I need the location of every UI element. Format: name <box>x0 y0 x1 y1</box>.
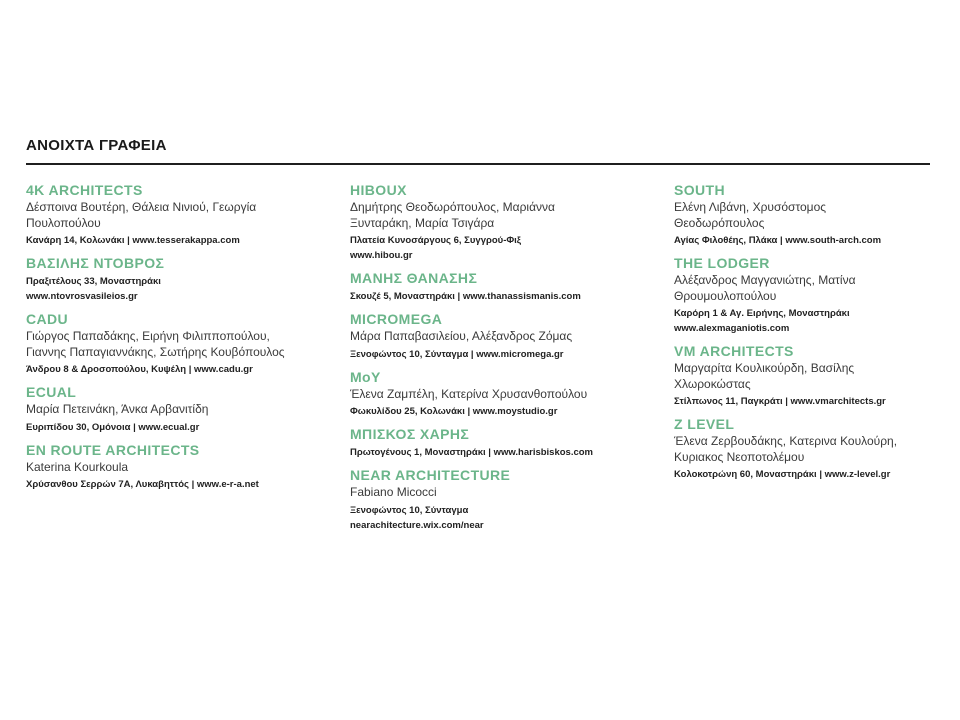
office-entry <box>350 467 650 533</box>
office-address: Αγίας Φιλοθέης, Πλάκα | www.south-arch.com <box>674 235 882 246</box>
office-people: Δέσποινα Βουτέρη, Θάλεια Νινιού, Γεωργία <box>26 200 257 214</box>
office-name: MoY <box>350 368 381 385</box>
office-address: Πραξιτέλους 33, Μοναστηράκι <box>26 276 161 287</box>
office-name: HIBOUX <box>350 182 407 198</box>
office-people: Χλωροκώστας <box>674 376 751 391</box>
office-address: Καρόρη 1 & Αγ. Ειρήνης, Μοναστηράκι <box>674 308 850 319</box>
office-entry <box>674 255 960 336</box>
office-people: Γιαννης Παπαγιαννάκης, Σωτήρης Κουβόπουλος <box>26 344 285 359</box>
office-people: Γιώργος Παπαδάκης, Ειρήνη Φιλιπποπούλου, <box>26 329 270 343</box>
office-address: Χρύσανθου Σερρών 7Α, Λυκαβηττός | www.e-r-a.net <box>26 479 259 490</box>
office-name: ΜΑΝΗΣ ΘΑΝΑΣΗΣ <box>350 270 478 286</box>
column-1 <box>26 182 326 499</box>
office-address: www.ntovrosvasileios.gr <box>26 291 138 302</box>
office-name: ΒΑΣΙΛΗΣ ΝΤΟΒΡΟΣ <box>26 255 165 271</box>
office-people: Μαρία Πετεινάκη, Άνκα Αρβανιτίδη <box>26 402 209 416</box>
office-entry <box>26 182 326 248</box>
office-people: Έλενα Ζερβουδάκης, Κατερινα Κουλούρη, <box>674 434 898 448</box>
office-entry <box>26 311 326 377</box>
page-title: ΑΝΟΙΧΤΑ ΓΡΑΦΕΙΑ <box>26 137 167 154</box>
office-name: SOUTH <box>674 182 725 198</box>
office-name: ECUAL <box>26 384 77 400</box>
office-name: MICROMEGA <box>350 311 443 327</box>
office-people: Fabiano Micocci <box>350 485 437 499</box>
office-entry <box>350 426 650 460</box>
office-entry <box>674 343 960 409</box>
office-address: Ευριπίδου 30, Ομόνοια | www.ecual.gr <box>26 421 200 433</box>
office-people: Μαργαρίτα Κουλικούρδη, Βασίλης <box>674 361 855 375</box>
office-name: NEAR ARCHITECTURE <box>350 467 511 483</box>
office-address: Σκουζέ 5, Μοναστηράκι | www.thanassismanis.com <box>350 291 581 302</box>
office-people: Θεοδωρόπουλος <box>674 215 765 230</box>
office-address: www.hibou.gr <box>350 250 413 261</box>
office-people: Ελένη Λιβάνη, Χρυσόστομος <box>674 200 827 214</box>
office-address: Κανάρη 14, Κολωνάκι | www.tesserakappa.com <box>26 235 240 246</box>
office-address: Φωκυλίδου 25, Κολωνάκι | www.moystudio.gr <box>350 406 558 417</box>
office-entry <box>350 182 650 263</box>
office-address: Πρωτογένους 1, Μοναστηράκι | www.harisbiskos.com <box>350 447 594 458</box>
office-name: 4K ARCHITECTS <box>26 182 143 198</box>
office-address: Ξενοφώντος 10, Σύνταγμα <box>350 504 469 516</box>
office-people: Ξυνταράκη, Μαρία Τσιγάρα <box>350 215 495 230</box>
office-entry <box>350 369 650 420</box>
heading-divider <box>26 163 930 165</box>
office-name: THE LODGER <box>674 255 770 271</box>
office-people: Δημήτρης Θεοδωρόπουλος, Μαριάννα <box>350 200 555 214</box>
office-entry <box>26 255 326 304</box>
office-address: Στίλπωνος 11, Παγκράτι | www.vmarchitects.gr <box>674 396 886 407</box>
office-name: EN ROUTE ARCHITECTS <box>26 441 200 458</box>
office-people: Κυριακος Νεοποτολέμου <box>674 449 805 464</box>
office-name: VM ARCHITECTS <box>674 343 794 359</box>
office-address: Άνδρου 8 & Δροσοπούλου, Κυψέλη | www.cadu.gr <box>26 364 253 375</box>
office-name: ΜΠΙΣΚΟΣ ΧΑΡΗΣ <box>350 426 470 442</box>
office-people: Αλέξανδρος Μαγγανιώτης, Ματίνα <box>674 273 856 287</box>
office-entry <box>26 442 326 493</box>
office-entry <box>674 182 960 248</box>
column-3 <box>674 182 960 489</box>
office-people: Katerina Kourkoula <box>26 459 129 474</box>
column-2 <box>350 182 650 540</box>
office-address: Πλατεία Κυνοσάργους 6, Συγγρού-Φιξ <box>350 235 522 246</box>
office-entry <box>350 270 650 304</box>
office-address: nearachitecture.wix.com/near <box>350 519 484 531</box>
office-people: Θρουμουλοπούλου <box>674 288 777 303</box>
office-people: Μάρα Παπαβασιλείου, Αλέξανδρος Ζόμας <box>350 329 573 343</box>
office-address: Ξενοφώντος 10, Σύνταγμα | www.micromega.gr <box>350 348 564 360</box>
office-name: CADU <box>26 311 69 327</box>
office-address: Κολοκοτρώνη 60, Μοναστηράκι | www.z-level.gr <box>674 469 891 480</box>
office-entry <box>26 384 326 435</box>
office-name: Z LEVEL <box>674 416 735 432</box>
office-entry <box>350 311 650 362</box>
office-people: Πουλοπούλου <box>26 215 101 230</box>
office-address: www.alexmaganiotis.com <box>674 323 790 334</box>
office-entry <box>674 416 960 482</box>
office-people: Έλενα Ζαμπέλη, Κατερίνα Χρυσανθοπούλου <box>350 386 588 401</box>
